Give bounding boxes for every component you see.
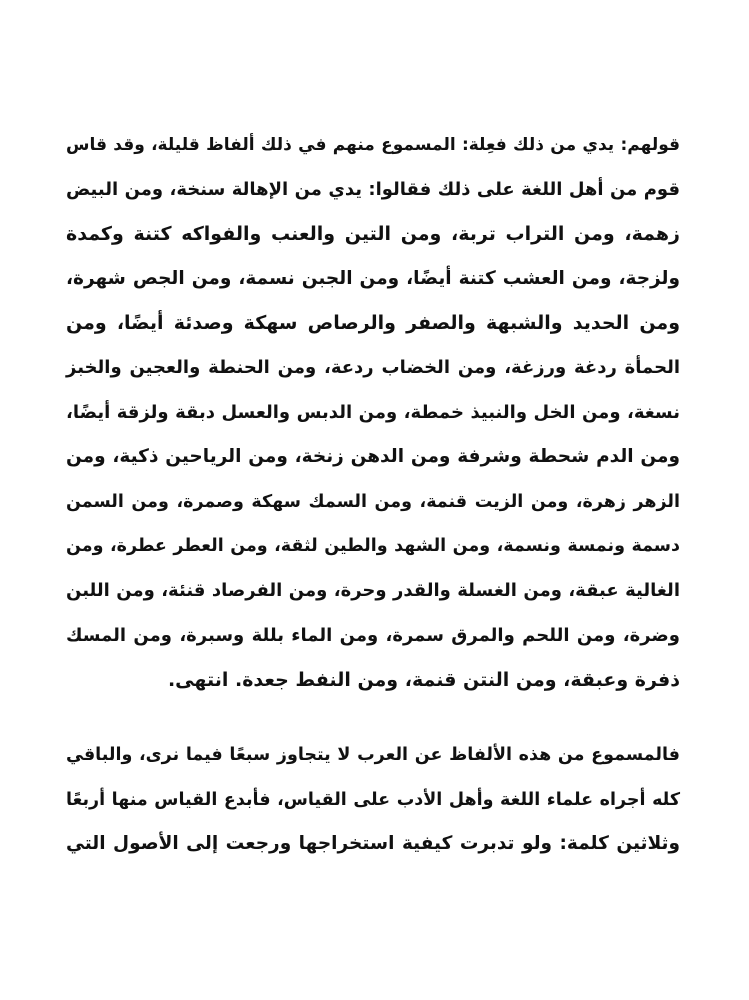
text-line: نسغة، ومن الخل والنبيذ خمطة، ومن الدبس والعسل دبقة ولزقة أيضًا،	[66, 401, 680, 423]
text-line: قولهم: يدي من ذلك فعِلة: المسموع منهم في ذلك ألفاظ قليلة، وقد قاس	[66, 135, 680, 155]
text-line: الحمأة ردغة ورزغة، ومن الخضاب ردعة، ومن الحنطة والعجين والخبز	[66, 356, 680, 378]
text-line: زهمة، ومن التراب تربة، ومن التين والعنب والفواكه كتنة وكمدة	[66, 223, 680, 246]
text-line: ومن الحديد والشبهة والصفر والرصاص سهكة وصدئة أيضًا، ومن	[66, 312, 680, 335]
text-line: دسمة ونمسة ونسمة، ومن الشهد والطين لثقة، ومن العطر عطرة، ومن	[66, 536, 680, 557]
text-line: فالمسموع من هذه الألفاظ عن العرب لا يتجاوز سبعًا فيما نرى، والباقي	[66, 745, 680, 765]
text-line: قوم من أهل اللغة على ذلك فقالوا: يدي من الإهالة سنخة، ومن البيض	[66, 178, 680, 200]
text-line: الزهر زهرة، ومن الزيت قنمة، ومن السمك سهكة وصمرة، ومن السمن	[66, 491, 680, 512]
text-line: ذفرة وعبقة، ومن النتن قنمة، ومن النفط جعدة. انتهى.	[167, 669, 680, 692]
paragraph-2	[66, 733, 680, 867]
text-line: الغالية عبقة، ومن الغسلة والقدر وحرة، ومن الفرصاد قنئة، ومن اللبن	[66, 579, 680, 601]
text-line: ولزجة، ومن العشب كتنة أيضًا، ومن الجبن نسمة، ومن الجص شهرة،	[66, 267, 680, 289]
text-line: وضرة، ومن اللحم والمرق سمرة، ومن الماء بللة وسبرة، ومن المسك	[66, 624, 680, 646]
text-line: كله أجراه علماء اللغة وأهل الأدب على القياس، فأبدع القياس منها أربعًا	[66, 789, 680, 810]
paragraph-1	[66, 123, 680, 703]
text-line: ومن الدم شحطة وشرفة ومن الدهن زنخة، ومن الرياحين ذكية، ومن	[66, 446, 680, 468]
text-line: وثلاثين كلمة: ولو تدبرت كيفية استخراجها ورجعت إلى الأصول التي	[66, 833, 680, 855]
